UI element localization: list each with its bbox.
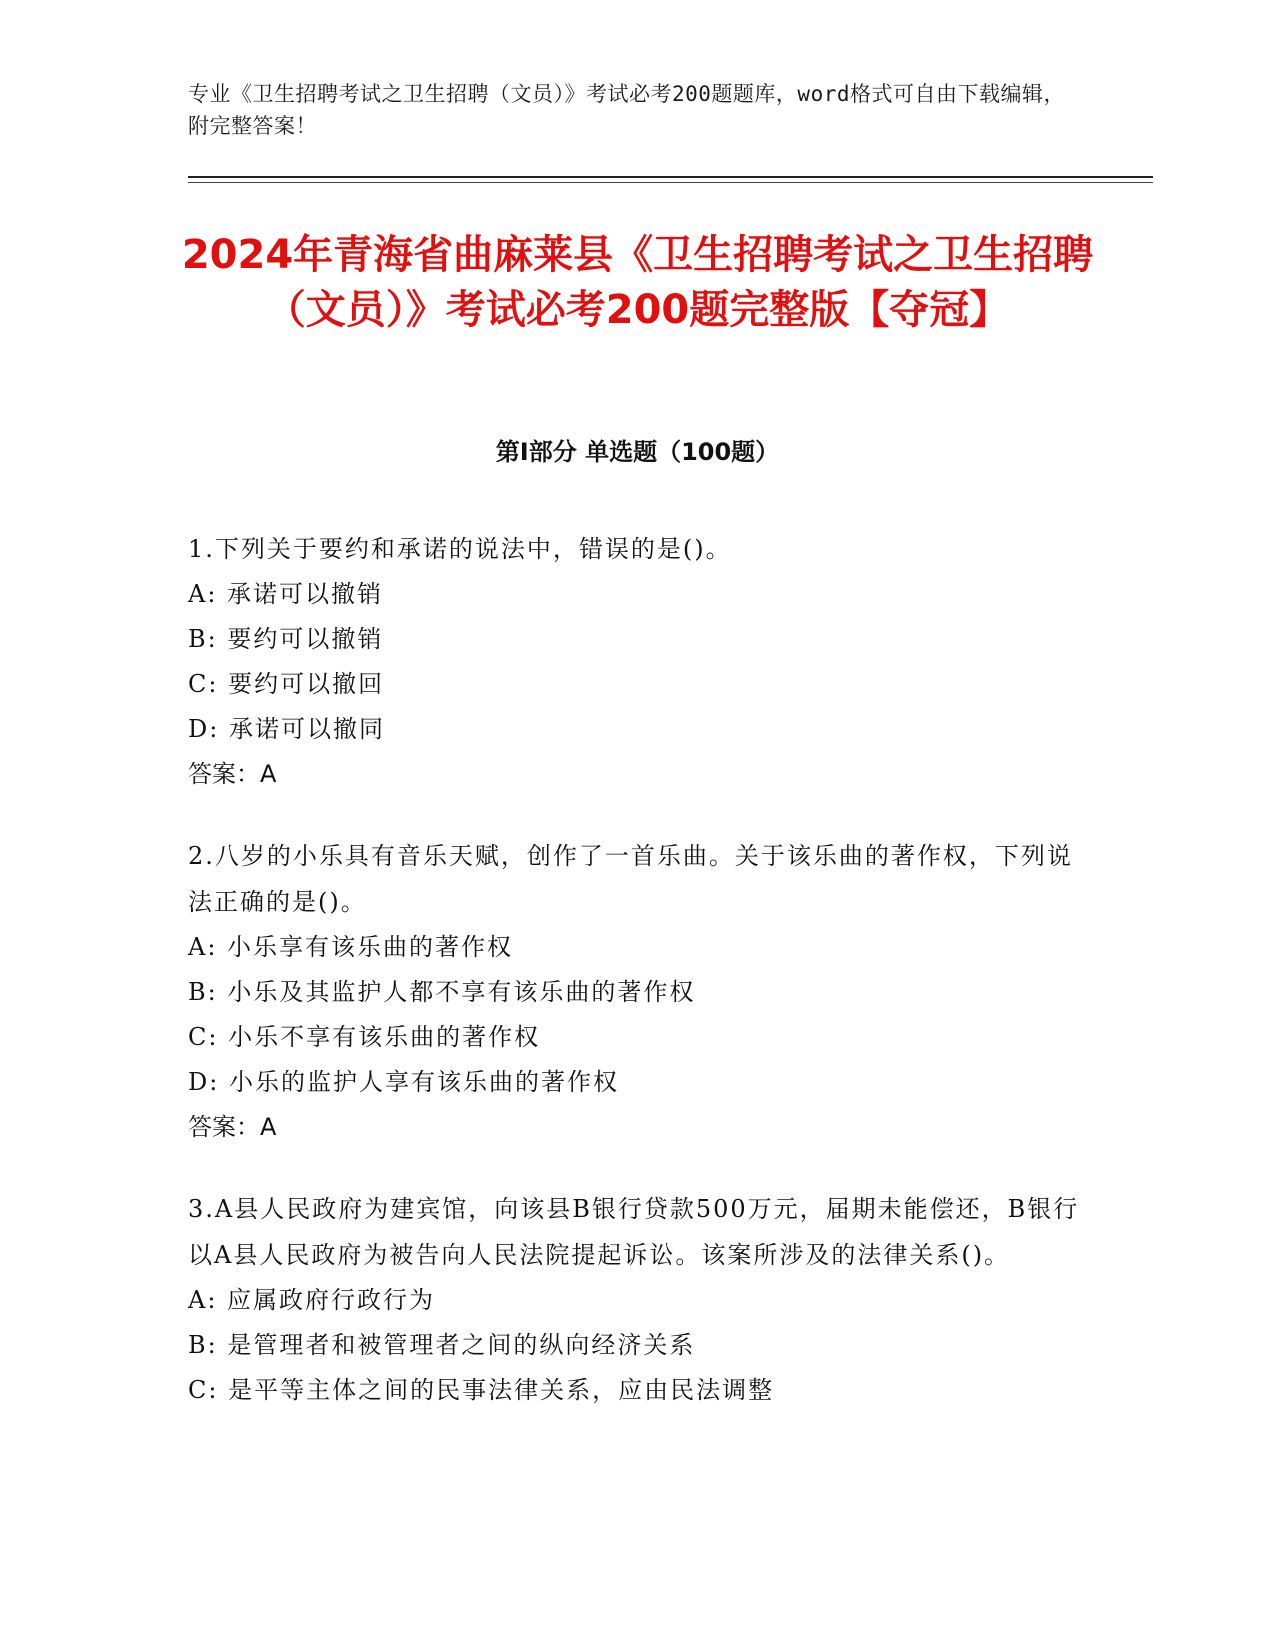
option-d: D: 承诺可以撤同 xyxy=(188,715,385,743)
question-3 xyxy=(188,1186,1088,1413)
option-c: C: 小乐不享有该乐曲的著作权 xyxy=(188,1023,541,1051)
option-c: C: 要约可以撤回 xyxy=(188,670,385,698)
option-a: A: 应属政府行政行为 xyxy=(188,1286,436,1314)
question-stem: 2.八岁的小乐具有音乐天赋，创作了一首乐曲。关于该乐曲的著作权，下列说法正确的是()。 xyxy=(188,842,1073,916)
question-1 xyxy=(188,526,1088,797)
option-c: C: 是平等主体之间的民事法律关系，应由民法调整 xyxy=(188,1376,775,1404)
option-d: D: 小乐的监护人享有该乐曲的著作权 xyxy=(188,1068,619,1096)
option-b: B: 是管理者和被管理者之间的纵向经济关系 xyxy=(188,1331,696,1359)
option-b: B: 要约可以撤销 xyxy=(188,625,384,653)
document-title: 2024年青海省曲麻莱县《卫生招聘考试之卫生招聘（文员）》考试必考200题完整版【夺冠】 xyxy=(181,232,1094,333)
option-a: A: 承诺可以撤销 xyxy=(188,580,384,608)
option-a: A: 小乐享有该乐曲的著作权 xyxy=(188,933,514,961)
question-stem: 3.A县人民政府为建宾馆，向该县B银行贷款500万元，届期未能偿还，B银行以A县人民政府为被告向人民法院提起诉讼。该案所涉及的法律关系()。 xyxy=(188,1195,1080,1269)
header-divider-thick xyxy=(188,176,1153,178)
question-2 xyxy=(188,833,1088,1150)
header-divider-thin xyxy=(188,182,1153,183)
question-stem: 1.下列关于要约和承诺的说法中，错误的是()。 xyxy=(188,535,732,563)
answer-line: 答案：A xyxy=(188,1113,277,1141)
question-list xyxy=(188,526,1088,1449)
header-note: 专业《卫生招聘考试之卫生招聘（文员）》考试必考200题题库，word格式可自由下载编辑，附完整答案！ xyxy=(188,82,1065,138)
section-heading: 第I部分 单选题（100题） xyxy=(495,438,780,466)
option-b: B: 小乐及其监护人都不享有该乐曲的著作权 xyxy=(188,978,696,1006)
answer-line: 答案：A xyxy=(188,760,277,788)
